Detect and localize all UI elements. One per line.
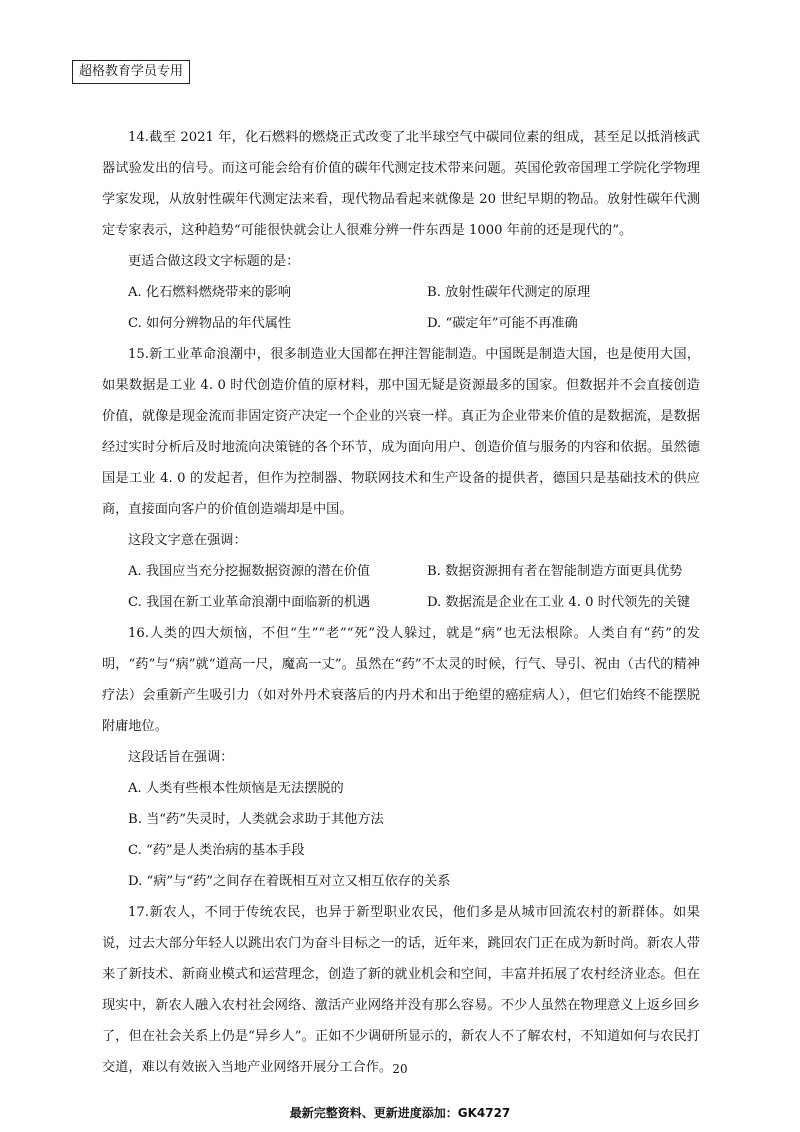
page-number: 20 [392,1062,408,1076]
option: A. 我国应当充分挖掘数据资源的潜在价值 [128,564,371,579]
option: B. 放射性碳年代测定的原理 [427,285,591,300]
watermark-stamp: 超格教育学员专用 [72,60,190,84]
footer-note: 最新完整资料、更新进度添加：GK4727 [289,1106,511,1120]
question-14-options-row-2 [102,308,700,339]
option: C. 我国在新工业革命浪潮中面临新的机遇 [128,595,371,610]
question-15-prompt: 这段文字意在强调： [128,533,247,548]
option: D. “碳定年”可能不再准确 [427,316,578,331]
option: D. “病”与“药”之间存在着既相互对立又相互依存的关系 [128,874,451,889]
question-15-options-row-1 [102,556,700,587]
option: C. 如何分辨物品的年代属性 [128,316,292,331]
question-14-prompt: 更适合做这段文字标题的是： [128,254,300,269]
question-15-options-row-2 [102,587,700,618]
option: B. 当“药”失灵时，人类就会求助于其他方法 [128,812,384,827]
question-16-text: 16.人类的四大烦恼，不但“生”“老”“死”没人躲过，就是“病”也无法根除。人类自有“药”的发明，“药”与“病”就“道高一尺，魔高一丈”。虽然在“药”不太灵的时候，行气、导引、祝由（古代的精神疗法）会重新产生吸引力（如对外丹术衰落后的内丹术和出于绝望的癌症病人），但它们始终不能摆脱附庸地位。 [102,626,700,734]
option: D. 数据流是企业在工业 4. 0 时代领先的关键 [427,595,691,610]
question-14-text: 14.截至 2021 年，化石燃料的燃烧正式改变了北半球空气中碳同位素的组成，甚至足以抵消核武器试验发出的信号。而这可能会给有价值的碳年代测定技术带来问题。英国伦敦帝国理工学院化学物理学家发现，从放射性碳年代测定法来看，现代物品看起来就像是 20 世纪早期的物品。放射性碳年代测定专家表示，这种趋势“可能很快就会让人很难分辨一件东西是 1000 年前的还是现代的”。 [102,130,700,238]
option: C. “药”是人类治病的基本手段 [128,843,305,858]
question-14-options-row-1 [102,277,700,308]
page-content [102,122,700,1083]
question-16-prompt: 这段话旨在强调： [128,750,234,765]
option: B. 数据资源拥有者在智能制造方面更具优势 [427,564,683,579]
question-15-text: 15.新工业革命浪潮中，很多制造业大国都在押注智能制造。中国既是制造大国，也是使用大国，如果数据是工业 4. 0 时代创造价值的原材料，那中国无疑是资源最多的国家。但数据并不会直接创造价值，就像是现金流而非固定资产决定一个企业的兴衰一样。真正为企业带来价值的是数据流，是数据经过实时分析后及时地流向决策链的各个环节，成为面向用户、创造价值与服务的内容和依据。虽然德国是工业 4. 0 的发起者，但作为控制器、物联网技术和生产设备的提供者，德国只是基础技术的供应商，直接面向客户的价值创造端却是中国。 [102,347,700,517]
option: A. 人类有些根本性烦恼是无法摆脱的 [128,781,344,796]
question-17-text: 17.新农人，不同于传统农民，也异于新型职业农民，他们多是从城市回流农村的新群体。如果说，过去大部分年轻人以跳出农门为奋斗目标之一的话，近年来，跳回农门正在成为新时尚。新农人带来了新技术、新商业模式和运营理念，创造了新的就业机会和空间，丰富并拓展了农村经济业态。但在现实中，新农人融入农村社会网络、激活产业网络并没有那么容易。不少人虽然在物理意义上返乡回乡了，但在社会关系上仍是“异乡人”。正如不少调研所显示的，新农人不了解农村，不知道如何与农民打交道，难以有效嵌入当地产业网络开展分工合作。 [102,905,700,1075]
option: A. 化石燃料燃烧带来的影响 [128,285,291,300]
